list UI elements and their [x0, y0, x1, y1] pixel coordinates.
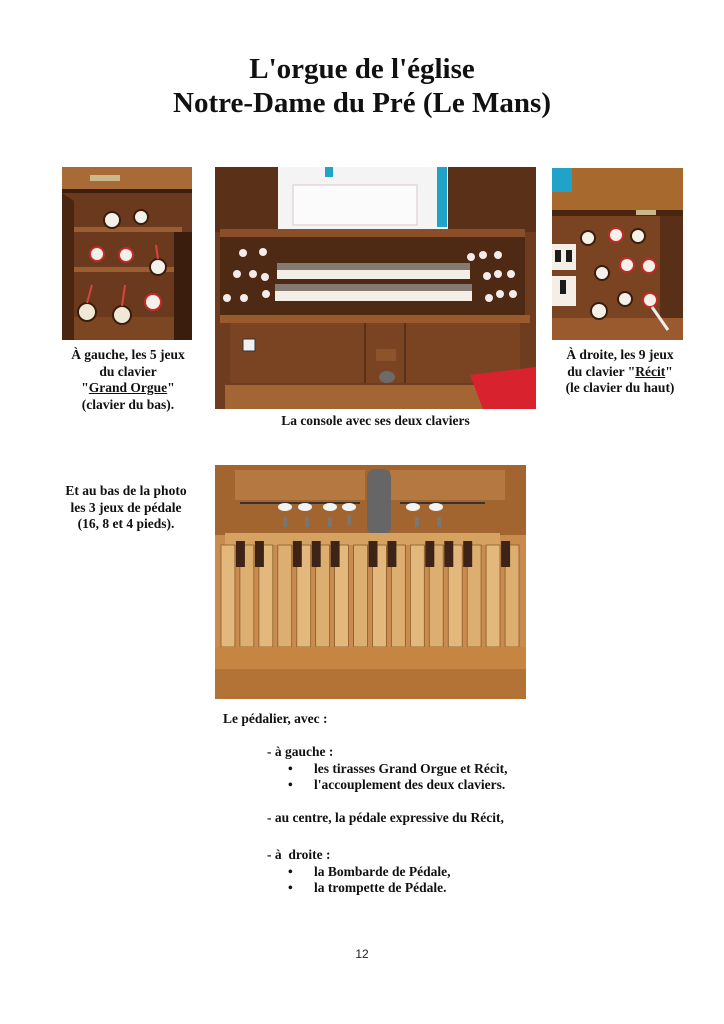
pedal-sharp-key [425, 541, 434, 567]
caption-left-line3 [48, 380, 208, 397]
caption-left-line4: (clavier du bas). [81, 396, 175, 412]
list-item [288, 880, 547, 897]
pedal-sharp-key [293, 541, 302, 567]
bullet-icon: • [288, 760, 293, 776]
swell-pedal [367, 469, 391, 535]
pedal-sharp-key [444, 541, 453, 567]
left-heading: - à gauche : [267, 744, 334, 759]
list-item [288, 761, 547, 778]
pedal-sharp-key [501, 541, 510, 567]
pedal-sharp-key [312, 541, 321, 567]
caption-right-post: " [665, 363, 673, 379]
recit-illustration [552, 168, 683, 340]
bullet-icon: • [288, 777, 293, 792]
right-heading: - à droite : [267, 847, 331, 862]
pedal-sharp-key [331, 541, 340, 567]
list-item-text: les tirasses Grand Orgue et Récit, [314, 760, 508, 776]
list-item-text: la Bombarde de Pédale, [314, 863, 451, 879]
pedalboard-illustration [215, 465, 526, 699]
left-section [267, 744, 547, 794]
grand-orgue-emph: Grand Orgue [88, 380, 168, 395]
console-illustration [215, 167, 536, 409]
caption-pedal-line1: Et au bas de la photo [65, 483, 187, 498]
pedalier-description [223, 711, 543, 728]
pedal-key [278, 545, 292, 647]
right-section [267, 847, 547, 897]
caption-right-line2 [540, 364, 700, 381]
caption-right-pre: du clavier " [567, 363, 636, 379]
caption-right [540, 347, 700, 397]
page-title [0, 52, 724, 120]
caption-center: La console avec ses deux claviers [281, 413, 470, 428]
caption-left-line2: du clavier [99, 363, 157, 379]
nameplate [90, 175, 120, 181]
caption-pedal-line2: les 3 jeux de pédale [70, 499, 182, 515]
pedal-sharp-key [236, 541, 245, 567]
stops-illustration [62, 167, 192, 340]
list-item [288, 777, 547, 794]
title-line-2: Notre-Dame du Pré (Le Mans) [173, 87, 551, 119]
list-item-text: l'accouplement des deux claviers. [314, 777, 506, 792]
title-line-1: L'orgue de l'église [249, 53, 475, 85]
photo-console [215, 167, 536, 409]
pedal-sharp-key [463, 541, 472, 567]
caption-pedal [46, 483, 206, 533]
pedal-sharp-key [255, 541, 264, 567]
pedal-key [486, 545, 500, 647]
recit-emph: Récit [635, 363, 666, 379]
upper-manual [277, 263, 470, 279]
bullet-icon: • [288, 863, 293, 879]
center-section: - au centre, la pédale expressive du Récit, [267, 810, 504, 825]
page-number: 12 [355, 947, 369, 961]
photo-recit-stops [552, 168, 683, 340]
caption-left-line1: À gauche, les 5 jeux [71, 347, 185, 362]
pedal-key [410, 545, 424, 647]
quote-close: " [167, 380, 175, 395]
pedal-key [354, 545, 368, 647]
caption-left [48, 347, 208, 413]
pedal-sharp-key [387, 541, 396, 567]
caption-right-line3: (le clavier du haut) [565, 380, 675, 395]
quote-open: " [81, 380, 89, 395]
caption-pedal-line3: (16, 8 et 4 pieds). [77, 516, 175, 531]
lower-manual [275, 284, 472, 301]
expression-pedal [379, 371, 395, 383]
photo-pedalboard [215, 465, 526, 699]
pedal-key [221, 545, 235, 647]
pedalier-intro: Le pédalier, avec : [223, 711, 328, 726]
switch [243, 339, 255, 351]
list-item-text: la trompette de Pédale. [314, 880, 447, 895]
list-item [288, 864, 547, 881]
pedal-sharp-key [369, 541, 378, 567]
caption-right-line1: À droite, les 9 jeux [566, 347, 674, 362]
bullet-icon: • [288, 880, 293, 895]
photo-grand-orgue-stops [62, 167, 192, 340]
